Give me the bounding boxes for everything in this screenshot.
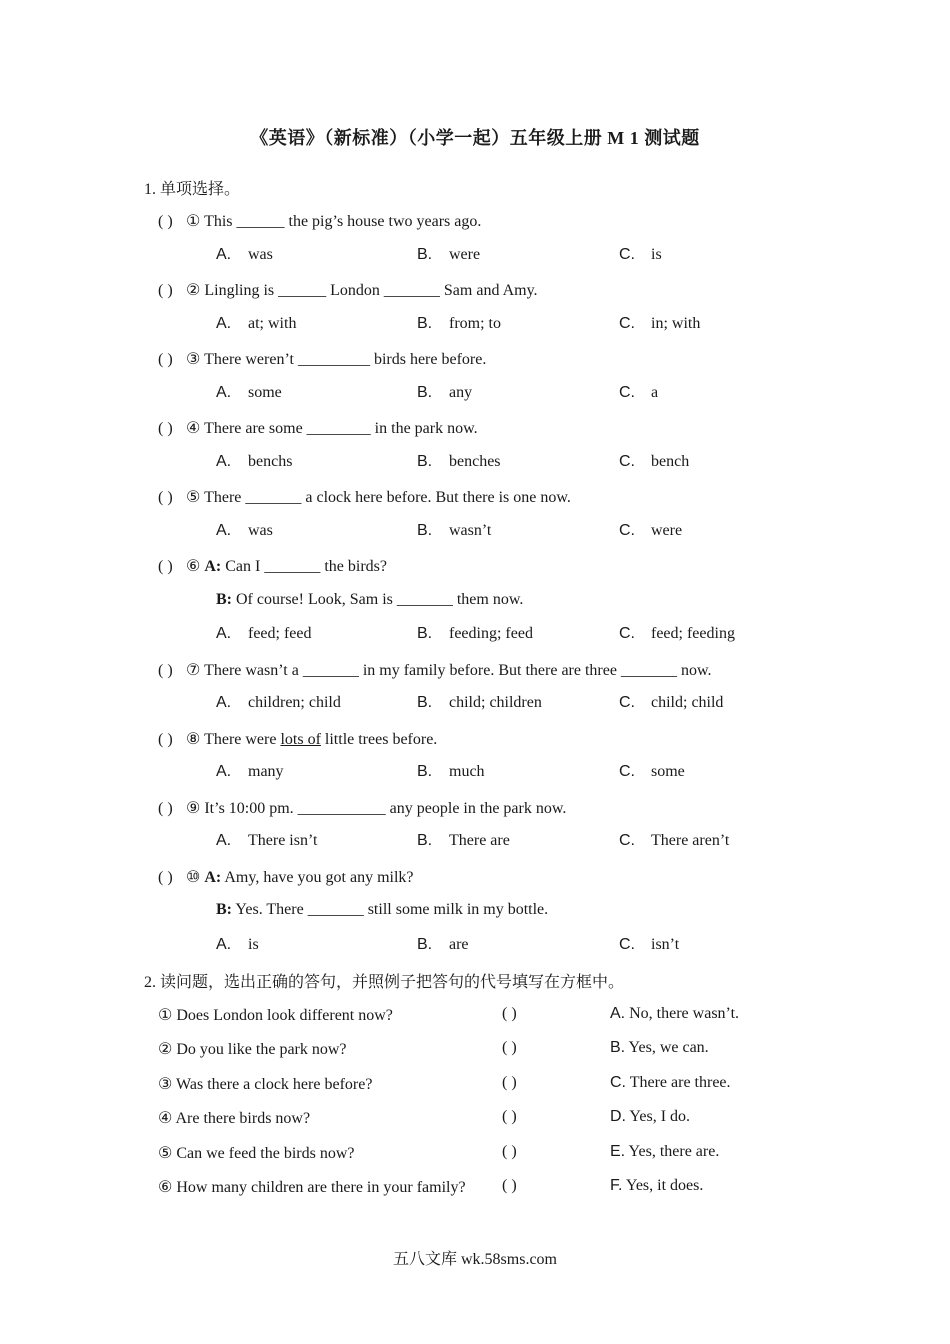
question-number: ② (186, 282, 201, 299)
option-letter: A. (216, 521, 232, 539)
option-b (417, 832, 510, 850)
match-answer (610, 1074, 731, 1092)
option-letter: C. (619, 694, 635, 711)
option-letter: C. (619, 521, 635, 539)
answer-paren: ( ) (158, 868, 173, 886)
option-letter: B. (417, 521, 433, 539)
answer-text: Yes, I do. (626, 1108, 691, 1125)
speaker-label: B: (216, 590, 232, 608)
question-text: Can I _______ the birds? (221, 558, 387, 575)
question-text: Amy, have you got any milk? (221, 868, 414, 886)
answer-text: Yes, there are. (625, 1142, 720, 1160)
answer-text: Yes, we can. (625, 1039, 709, 1056)
match-answer (610, 1177, 703, 1195)
question-line (158, 867, 414, 887)
option-a (216, 246, 273, 264)
option-letter: B. (417, 452, 433, 470)
option-b (417, 522, 491, 540)
question-line (158, 660, 711, 680)
question-text: There _______ a clock here before. But there is one now. (204, 489, 571, 506)
answer-text: No, there wasn’t. (625, 1004, 740, 1022)
response-line (216, 591, 523, 609)
option-letter: C. (619, 383, 635, 401)
option-letter: B. (417, 625, 433, 642)
option-text: child; child (651, 694, 724, 711)
option-a (216, 384, 282, 402)
option-c (619, 246, 662, 264)
option-text: feeding; feed (449, 625, 533, 642)
question-number: ⑩ (186, 868, 201, 886)
option-letter: A. (216, 383, 232, 401)
question-text: Lingling is ______ London _______ Sam and Amy. (204, 282, 538, 299)
option-c (619, 763, 685, 781)
option-text: children; child (248, 694, 341, 711)
option-letter: C. (619, 245, 635, 263)
option-c (619, 384, 658, 402)
answer-paren: ( ) (502, 1004, 517, 1022)
option-letter: A. (216, 452, 232, 470)
option-a (216, 936, 259, 954)
option-letter: B. (417, 383, 433, 401)
option-a (216, 832, 317, 850)
section-2-heading: 2. 读问题，选出正确的答句，并照例子把答句的代号填写在方框中。 (144, 974, 625, 991)
question-line (158, 418, 478, 438)
option-b (417, 246, 480, 264)
answer-paren: ( ) (502, 1142, 517, 1160)
option-letter: B. (417, 245, 433, 263)
option-c (619, 453, 689, 471)
answer-letter: B. (610, 1039, 626, 1056)
option-text: feed; feeding (651, 625, 735, 642)
option-text: some (248, 383, 282, 401)
option-b (417, 453, 501, 471)
option-a (216, 453, 292, 471)
question-line (158, 280, 538, 300)
option-text: bench (651, 452, 690, 470)
option-b (417, 384, 472, 402)
question-text: It’s 10:00 pm. ___________ any people in the park now. (204, 799, 567, 817)
answer-text: Yes, it does. (622, 1177, 704, 1194)
option-letter: B. (417, 763, 433, 780)
option-text: There are (449, 832, 510, 849)
option-text: at; with (248, 314, 297, 332)
match-answer (610, 1005, 739, 1023)
option-c (619, 936, 679, 954)
answer-paren: ( ) (158, 730, 173, 748)
answer-text: There are three. (626, 1073, 731, 1091)
option-b (417, 315, 501, 333)
answer-paren: ( ) (158, 420, 173, 437)
option-letter: A. (216, 763, 232, 780)
option-b (417, 625, 533, 643)
option-c (619, 315, 700, 333)
option-letter: C. (619, 935, 635, 953)
option-text: any (449, 383, 473, 401)
answer-paren: ( ) (158, 799, 173, 817)
option-a (216, 763, 284, 781)
answer-letter: E. (610, 1142, 626, 1160)
answer-paren: ( ) (158, 213, 173, 230)
match-question: ④ Are there birds now? (158, 1110, 311, 1127)
option-letter: A. (216, 625, 232, 642)
question-number: ③ (186, 351, 201, 368)
option-text: There isn’t (248, 832, 318, 849)
speaker-label: A: (204, 868, 222, 886)
question-text: There weren’t _________ birds here before. (204, 351, 487, 368)
option-text: wasn’t (449, 521, 492, 539)
option-c (619, 694, 723, 712)
response-line (216, 901, 548, 919)
question-text: There wasn’t a _______ in my family before. But there are three _______ now. (204, 661, 712, 679)
answer-paren: ( ) (502, 1039, 517, 1056)
question-line (158, 487, 571, 507)
option-letter: C. (619, 625, 635, 642)
question-number: ⑥ (186, 558, 201, 575)
answer-paren: ( ) (158, 489, 173, 506)
question-line (158, 798, 566, 818)
answer-paren: ( ) (502, 1073, 517, 1091)
match-question: ② Do you like the park now? (158, 1041, 347, 1058)
section-1-heading: 1. 单项选择。 (144, 181, 241, 198)
option-text: some (651, 763, 685, 780)
option-c (619, 522, 682, 540)
option-letter: A. (216, 694, 232, 711)
option-text: feed; feed (248, 625, 312, 642)
answer-paren: ( ) (158, 558, 173, 575)
option-a (216, 522, 273, 540)
answer-letter: F. (610, 1177, 623, 1194)
question-line (158, 349, 486, 369)
option-text: child; children (449, 694, 542, 711)
option-letter: C. (619, 832, 635, 849)
question-line (158, 556, 387, 576)
option-text: benchs (248, 452, 293, 470)
option-letter: A. (216, 935, 232, 953)
option-text: is (651, 245, 662, 263)
option-letter: B. (417, 314, 433, 332)
question-text-after: little trees before. (320, 730, 438, 748)
option-a (216, 625, 312, 643)
match-answer (610, 1143, 719, 1161)
answer-paren: ( ) (502, 1177, 517, 1194)
option-text: much (449, 763, 485, 780)
option-letter: B. (417, 832, 433, 849)
option-text: is (248, 935, 259, 953)
option-text: from; to (449, 314, 501, 332)
option-text: many (248, 763, 284, 780)
answer-paren: ( ) (502, 1108, 517, 1125)
option-letter: C. (619, 452, 635, 470)
option-letter: A. (216, 832, 232, 849)
option-c (619, 625, 735, 643)
match-answer (610, 1039, 709, 1057)
match-question: ① Does London look different now? (158, 1006, 393, 1024)
answer-paren: ( ) (158, 351, 173, 368)
page-title: 《英语》（新标准）（小学一起）五年级上册 M 1 测试题 (250, 128, 700, 148)
answer-letter: D. (610, 1108, 626, 1125)
option-c (619, 832, 729, 850)
option-text: are (449, 935, 469, 953)
option-letter: A. (216, 314, 232, 332)
match-question: ③ Was there a clock here before? (158, 1075, 373, 1093)
option-text: There aren’t (651, 832, 730, 849)
speaker-label: A: (204, 558, 222, 575)
question-number: ⑧ (186, 730, 201, 748)
question-number: ④ (186, 420, 201, 437)
match-question: ⑥ How many children are there in your family? (158, 1179, 466, 1196)
option-b (417, 936, 469, 954)
option-letter: C. (619, 314, 635, 332)
question-text: There were (204, 730, 281, 748)
question-number: ⑨ (186, 799, 201, 817)
question-number: ⑦ (186, 661, 201, 679)
question-line (158, 729, 437, 749)
option-letter: B. (417, 694, 433, 711)
option-text: benches (449, 452, 501, 470)
option-letter: A. (216, 245, 232, 263)
question-number: ① (186, 213, 201, 230)
match-answer (610, 1108, 690, 1126)
option-text: were (449, 245, 481, 263)
question-text: This ______ the pig’s house two years ago. (204, 213, 482, 230)
underlined-phrase: lots of (280, 730, 321, 748)
response-text: Of course! Look, Sam is _______ them now. (232, 590, 524, 608)
option-text: were (651, 521, 683, 539)
response-text: Yes. There _______ still some milk in my bottle. (232, 901, 549, 918)
answer-paren: ( ) (158, 661, 173, 679)
option-a (216, 315, 296, 333)
match-question: ⑤ Can we feed the birds now? (158, 1144, 355, 1162)
option-a (216, 694, 341, 712)
option-text: was (248, 245, 273, 263)
option-letter: B. (417, 935, 433, 953)
option-text: in; with (651, 314, 701, 332)
option-text: a (651, 383, 659, 401)
option-b (417, 763, 485, 781)
speaker-label: B: (216, 901, 232, 918)
answer-paren: ( ) (158, 282, 173, 299)
answer-letter: A. (610, 1004, 626, 1022)
question-number: ⑤ (186, 489, 201, 506)
question-text: There are some ________ in the park now. (204, 420, 478, 437)
option-text: isn’t (651, 935, 680, 953)
option-letter: C. (619, 763, 635, 780)
footer-watermark: 五八文库 wk.58sms.com (392, 1251, 557, 1268)
option-b (417, 694, 542, 712)
question-line (158, 211, 481, 231)
option-text: was (248, 521, 273, 539)
answer-letter: C. (610, 1073, 626, 1091)
